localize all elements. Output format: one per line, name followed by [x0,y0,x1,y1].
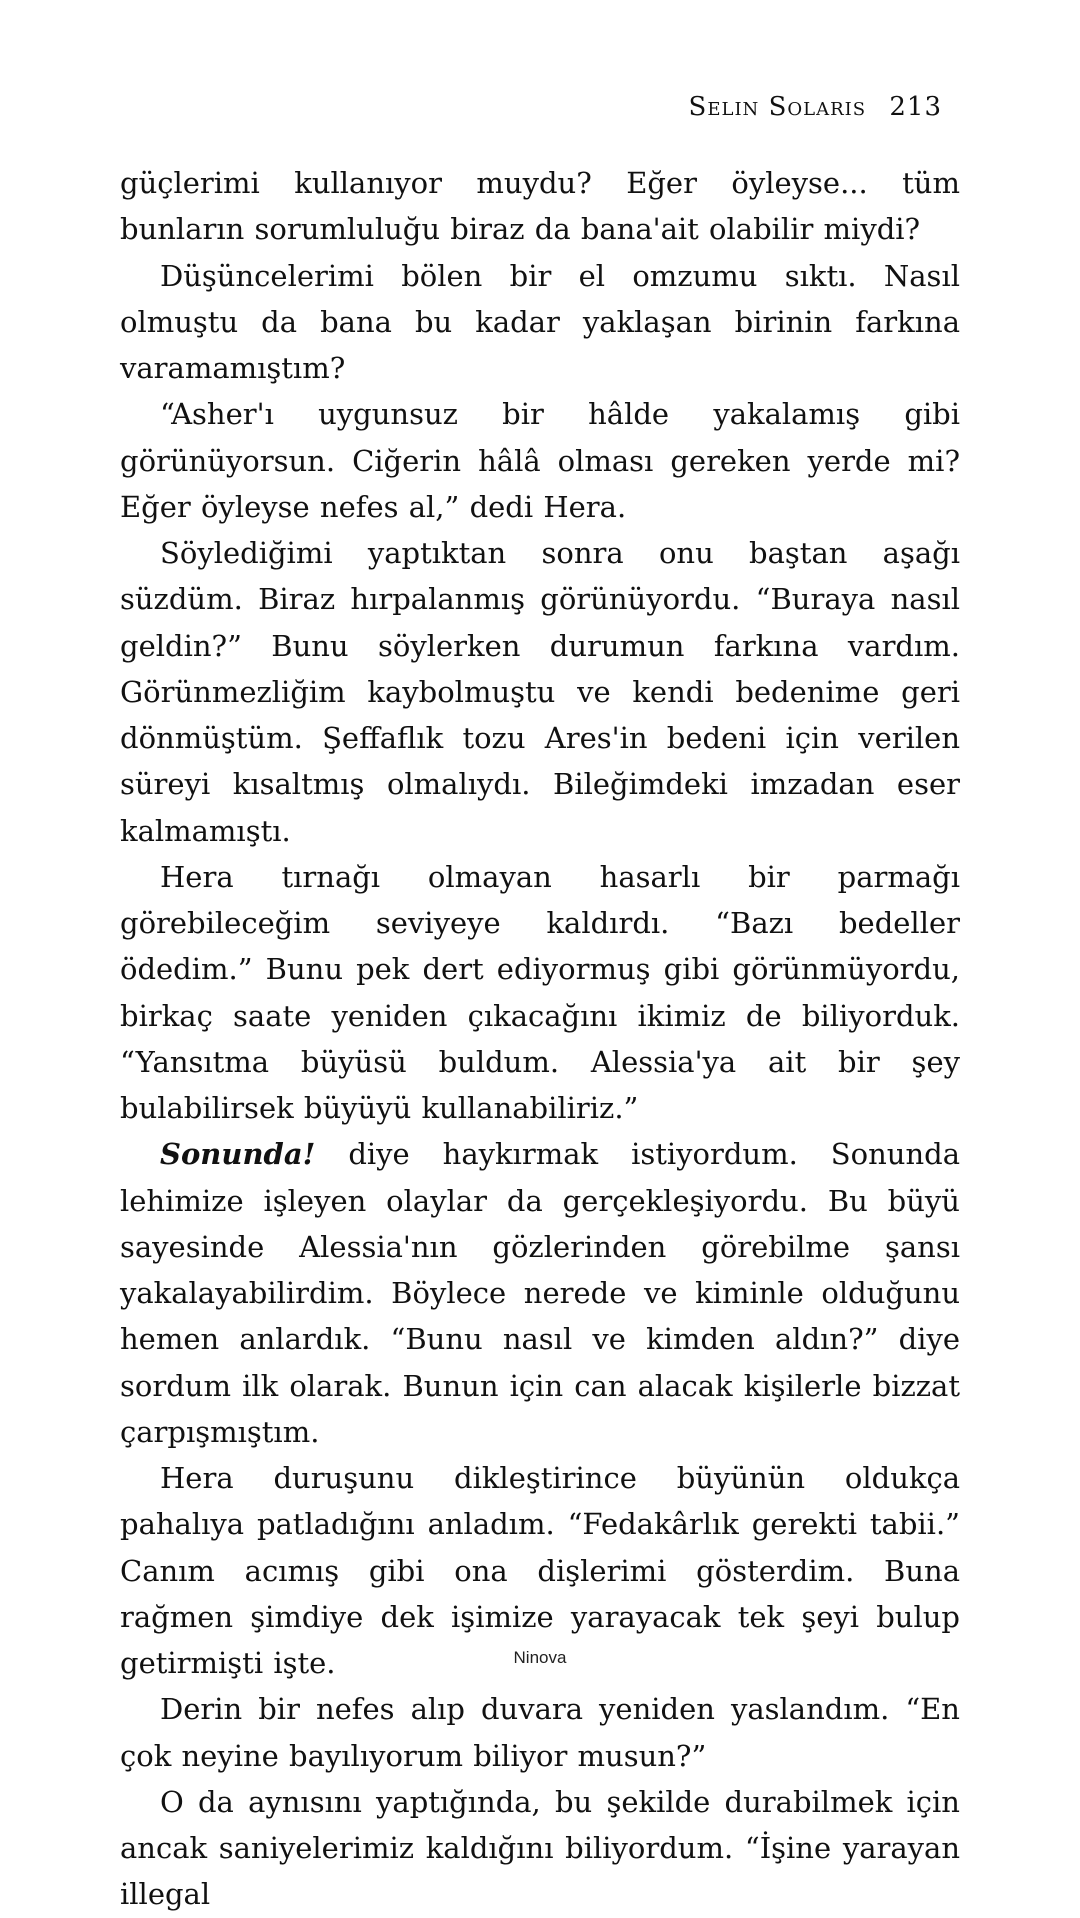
paragraph-5: Hera tırnağı olmayan hasarlı bir parmağı görebileceğim seviyeye kaldırdı. “Bazı bedeller ödedim.” Bunu pek dert ediyormuş gibi görünmüyordu, birkaç saate yeniden çıkacağını ikimiz de biliyorduk. “Yansıtma büyüsü buldum. Alessia'ya ait bir şey bulabilirsek büyüyü kullanabiliriz.” [120,859,960,1125]
book-title: Selin Solaris [688,92,867,122]
page-number: 213 [889,92,942,122]
paragraph-6 [120,1131,960,1455]
paragraph-9: O da aynısını yaptığında, bu şekilde durabilmek için ancak saniyelerimiz kaldığını biliyordum. “İşine yarayan illegal [120,1784,960,1912]
paragraph-7: Hera duruşunu dikleştirince büyünün oldukça pahalıya patladığını anladım. “Fedakârlık gerekti tabii.” Canım acımış gibi ona dişlerimi gösterdim. Buna rağmen şimdiye dek işimize yarayacak tek şeyi bulup getirmişti işte. [120,1461,960,1680]
paragraph-3: “Asher'ı uygunsuz bir hâlde yakalamış gibi görünüyorsun. Ciğerin hâlâ olması gereken yerde mi? Eğer öyleyse nefes al,” dedi Hera. [120,397,960,524]
paragraph-4: Söylediğimi yaptıktan sonra onu baştan aşağı süzdüm. Biraz hırpalanmış görünüyordu. “Buraya nasıl geldin?” Bunu söylerken durumun farkına vardım. Görünmezliğim kaybolmuştu ve kendi bedenime geri dönmüştüm. Şeffaflık tozu Ares'in bedeni için verilen süreyi kısaltmış olmalıydı. Bileğimdeki imzadan eser kalmamıştı. [120,536,960,848]
running-head [689,92,942,122]
paragraph-6-text: diye haykırmak istiyordum. Sonunda lehimize işleyen olaylar da gerçekleşiyordu. Bu büyü sayesinde Alessia'nın gözlerinden görebilme şansı yakalayabilirdim. Böylece nerede ve kiminle olduğunu hemen anlardık. “Bunu nasıl ve kimden aldın?” diye sordum ilk olarak. Bunun için can alacak kişilerle bizzat çarpışmıştım. [120,1137,960,1449]
paragraph-2: Düşüncelerimi bölen bir el omzumu sıktı. Nasıl olmuştu da bana bu kadar yaklaşan birinin farkına varamamıştım? [120,258,960,385]
publisher-footer: Ninova [513,1648,567,1667]
paragraph-8: Derin bir nefes alıp duvara yeniden yaslandım. “En çok neyine bayılıyorum biliyor musun?” [120,1692,960,1773]
emphasis-text: Sonunda! [160,1137,316,1172]
paragraph-1: güçlerimi kullanıyor muydu? Eğer öyleyse... tüm bunların sorumluluğu biraz da bana'ait olabilir miydi? [120,166,960,247]
